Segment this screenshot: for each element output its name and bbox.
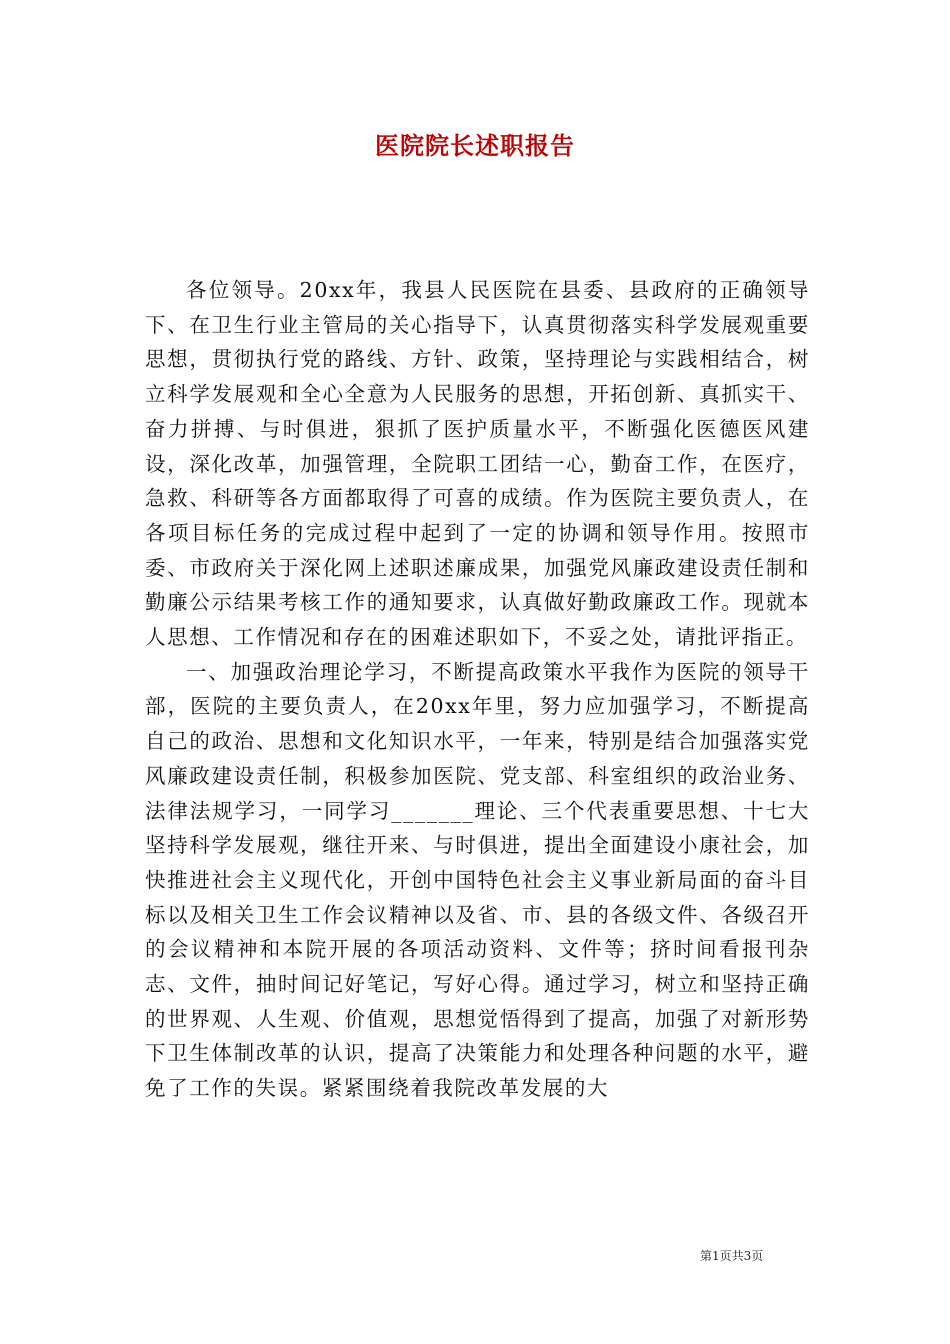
document-body xyxy=(145,273,810,1106)
document-title: 医院院长述职报告 xyxy=(375,131,575,160)
paragraph-section-one: 一、加强政治理论学习，不断提高政策水平我作为医院的领导干部，医院的主要负责人，在20xx年里，努力应加强学习，不断提高自己的政治、思想和文化知识水平，一年来，特别是结合加强落实党风廉政建设责任制，积极参加医院、党支部、科室组织的政治业务、法律法规学习，一同学习_______理论、三个代表重要思想、十七大坚持科学发展观，继往开来、与时俱进，提出全面建设小康社会，加快推进社会主义现代化，开创中国特色社会主义事业新局面的奋斗目标以及相关卫生工作会议精神以及省、市、县的各级文件、各级召开的会议精神和本院开展的各项活动资料、文件等；挤时间看报刊杂志、文件，抽时间记好笔记，写好心得。通过学习，树立和坚持正确的世界观、人生观、价值观，思想觉悟得到了提高，加强了对新形势下卫生体制改革的认识，提高了决策能力和处理各种问题的水平，避免了工作的失误。紧紧围绕着我院改革发展的大 xyxy=(145,659,810,1101)
paragraph-intro: 各位领导。20xx年，我县人民医院在县委、县政府的正确领导下、在卫生行业主管局的关心指导下，认真贯彻落实科学发展观重要思想，贯彻执行党的路线、方针、政策，坚持理论与实践相结合，树立科学发展观和全心全意为人民服务的思想，开拓创新、真抓实干、奋力拼搏、与时俱进，狠抓了医护质量水平，不断强化医德医风建设，深化改革，加强管理，全院职工团结一心，勤奋工作，在医疗，急救、科研等各方面都取得了可喜的成绩。作为医院主要负责人，在各项目标任务的完成过程中起到了一定的协调和领导作用。按照市委、市政府关于深化网上述职述廉成果，加强党风廉政建设责任制和勤廉公示结果考核工作的通知要求，认真做好勤政廉政工作。现就本人思想、工作情况和存在的困难述职如下，不妥之处，请批评指正。 xyxy=(145,278,810,650)
page-indicator: 第1页共3页 xyxy=(700,1249,764,1263)
